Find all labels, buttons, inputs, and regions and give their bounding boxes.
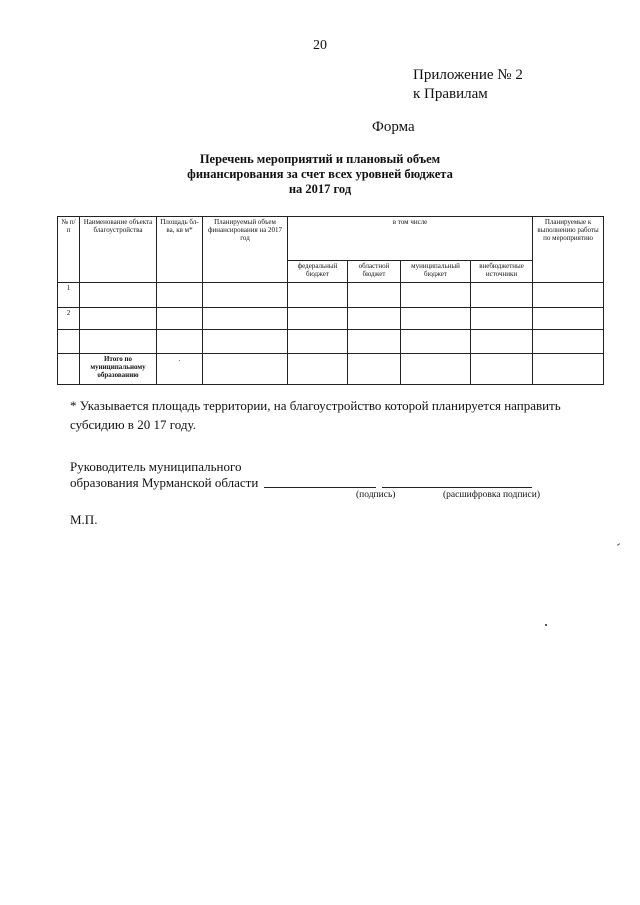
- header-num: № п/п: [58, 217, 80, 283]
- cell: [80, 308, 157, 330]
- cell: [533, 308, 604, 330]
- cell: [401, 308, 471, 330]
- page-number: 20: [313, 38, 327, 53]
- appendix-line-2: к Правилам: [413, 86, 488, 102]
- cell: [348, 308, 401, 330]
- decoding-caption: (расшифровка подписи): [443, 490, 540, 500]
- cell: [203, 330, 288, 354]
- signer-title-line-2: образования Мурманской области: [70, 475, 259, 490]
- cell: [288, 330, 348, 354]
- cell: [533, 330, 604, 354]
- cell: [203, 354, 288, 385]
- cell: [348, 330, 401, 354]
- cell: [203, 283, 288, 308]
- cell: [401, 283, 471, 308]
- header-planned-works: Планируемые к выполнению работы по мероприятию: [533, 217, 604, 283]
- cell: [203, 308, 288, 330]
- document-title: [150, 152, 490, 197]
- row-number: [58, 330, 80, 354]
- table-row: [58, 330, 604, 354]
- measures-table: [57, 216, 604, 385]
- cell: [471, 354, 533, 385]
- cell: [157, 308, 203, 330]
- signature-decoding-line: [382, 487, 532, 488]
- cell: [401, 354, 471, 385]
- signer-title-line-1: Руководитель муниципального: [70, 459, 242, 474]
- cell: [533, 283, 604, 308]
- signature-line: [264, 487, 376, 488]
- title-line-2: финансирования за счет всех уровней бюджета: [187, 167, 453, 181]
- table-row: [58, 308, 604, 330]
- footnote: [70, 396, 590, 434]
- total-label: Итого по муниципальному образованию: [80, 354, 157, 385]
- row-number: 1: [58, 283, 80, 308]
- signature-caption: (подпись): [356, 490, 396, 500]
- total-row: [58, 354, 604, 385]
- title-line-3: на 2017 год: [288, 182, 352, 196]
- appendix-line-1: Приложение № 2: [413, 67, 523, 83]
- total-area-mark: .: [157, 354, 203, 385]
- stamp-label: М.П.: [70, 512, 98, 527]
- cell: [58, 354, 80, 385]
- cell: [157, 283, 203, 308]
- cell: [157, 330, 203, 354]
- cell: [533, 354, 604, 385]
- cell: [80, 283, 157, 308]
- header-object-name: Наименование объекта благоустройства: [80, 217, 157, 283]
- cell: [288, 283, 348, 308]
- cell: [288, 308, 348, 330]
- header-including: в том числе: [288, 217, 533, 261]
- scan-speck: [617, 543, 620, 546]
- cell: [288, 354, 348, 385]
- subheader-extrabudget: внебюджетные источники: [471, 261, 533, 283]
- subheader-federal: федеральный бюджет: [288, 261, 348, 283]
- cell: [471, 283, 533, 308]
- scan-speck: [545, 624, 547, 626]
- footnote-line-2: субсидию в 20 17 году.: [70, 417, 196, 432]
- header-planned-volume: Планируемый объем финансирования на 2017 год: [203, 217, 288, 283]
- cell: [348, 283, 401, 308]
- cell: [401, 330, 471, 354]
- appendix-note: [413, 66, 523, 104]
- signature-block: [70, 459, 258, 491]
- subheader-regional: областной бюджет: [348, 261, 401, 283]
- subheader-municipal: муниципальный бюджет: [401, 261, 471, 283]
- cell: [80, 330, 157, 354]
- cell: [471, 330, 533, 354]
- form-label: Форма: [372, 119, 415, 135]
- cell: [471, 308, 533, 330]
- title-line-1: Перечень мероприятий и плановый объем: [199, 152, 441, 166]
- cell: [348, 354, 401, 385]
- footnote-line-1: * Указывается площадь территории, на благоустройство которой планируется направить: [70, 398, 561, 413]
- row-number: 2: [58, 308, 80, 330]
- header-area: Площадь бл-ва, кв м*: [157, 217, 203, 283]
- table-row: [58, 283, 604, 308]
